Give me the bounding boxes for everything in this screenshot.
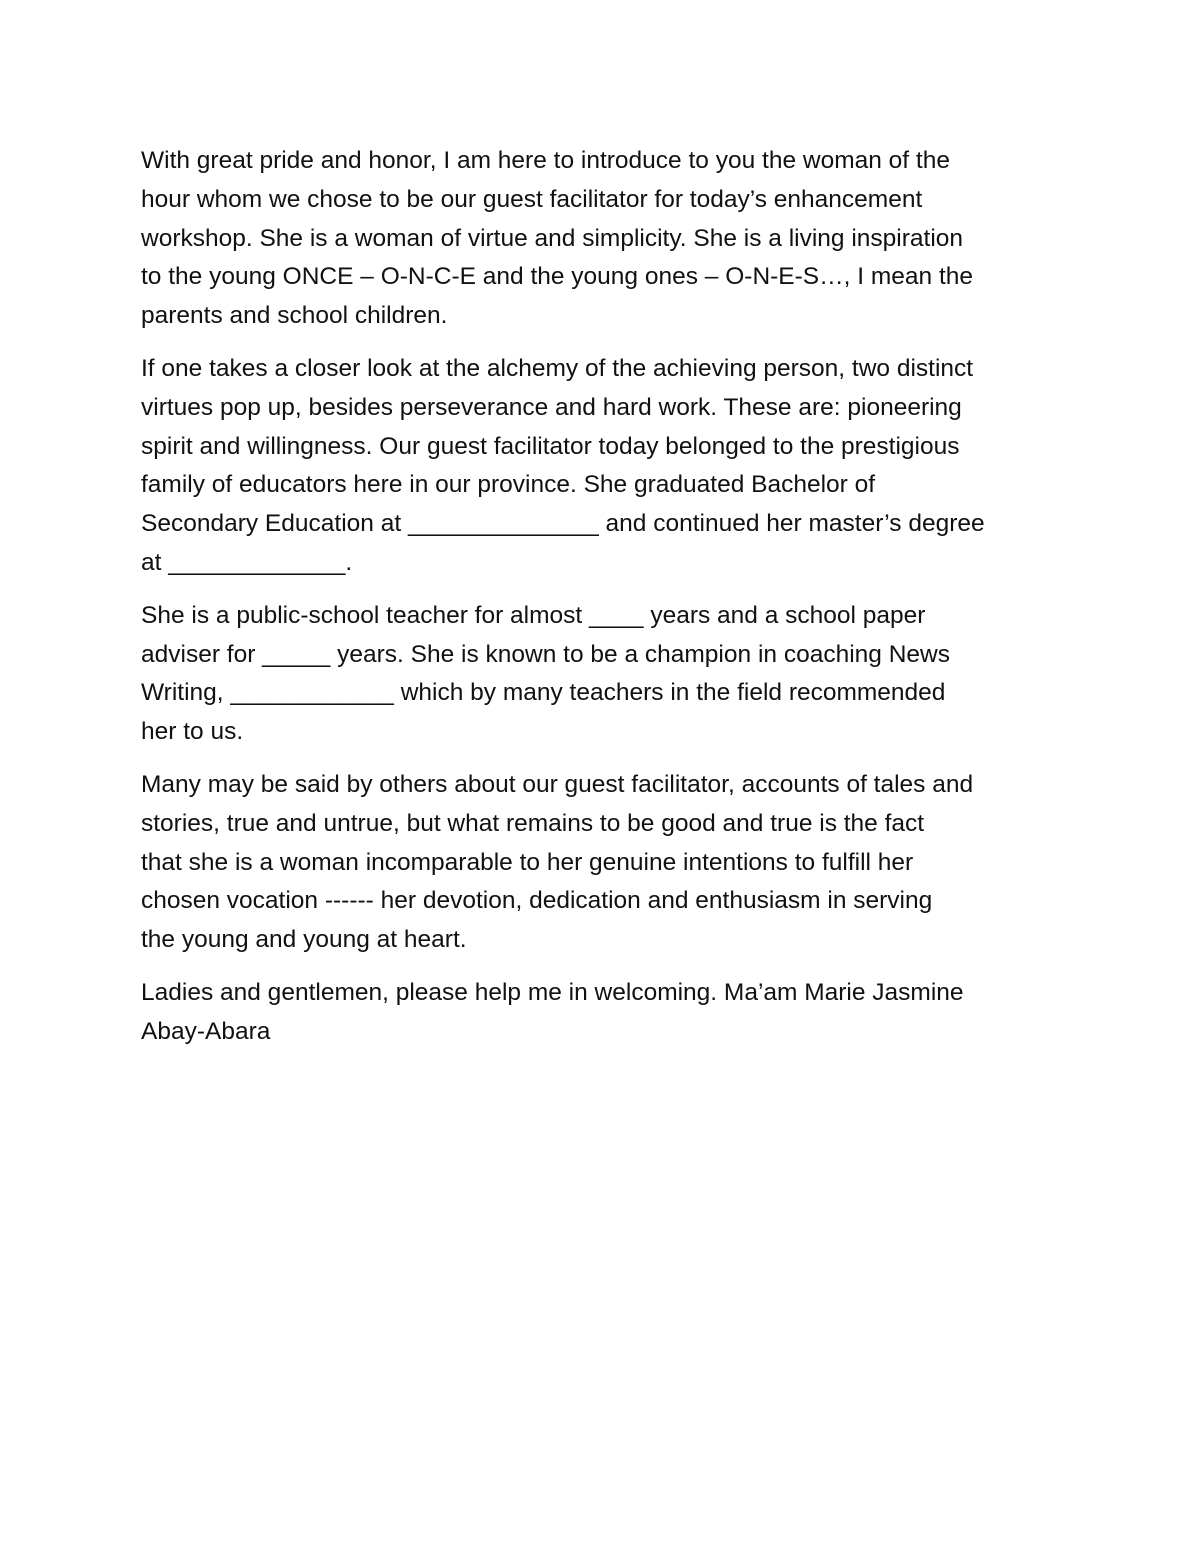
text-line: her to us. — [141, 718, 244, 746]
text-line: parents and school children. — [141, 302, 448, 330]
text-line: Writing, ____________ which by many teachers in the field recommended — [141, 679, 946, 707]
text-line: If one takes a closer look at the alchemy of the achieving person, two distinct — [141, 354, 974, 382]
paragraph-closing — [141, 974, 1066, 1052]
text-line: workshop. She is a woman of virtue and simplicity. She is a living inspiration — [141, 224, 964, 252]
paragraph-career — [141, 597, 1066, 752]
text-line: She is a public-school teacher for almost ____ years and a school paper — [141, 601, 926, 629]
text-line: to the young ONCE – O-N-C-E and the young ones – O-N-E-S…, I mean the — [141, 263, 974, 291]
paragraph-character — [141, 766, 1066, 960]
text-line: the young and young at heart. — [141, 926, 467, 954]
document-body — [141, 142, 1066, 1066]
text-line: Secondary Education at ______________ and continued her master’s degree — [141, 510, 985, 538]
text-line: hour whom we chose to be our guest facilitator for today’s enhancement — [141, 185, 923, 213]
text-line: stories, true and untrue, but what remains to be good and true is the fact — [141, 809, 925, 837]
text-line: virtues pop up, besides perseverance and hard work. These are: pioneering — [141, 393, 962, 421]
paragraph-introduction — [141, 142, 1066, 336]
text-line: With great pride and honor, I am here to introduce to you the woman of the — [141, 147, 950, 174]
text-line: at _____________. — [141, 548, 353, 576]
text-line: that she is a woman incomparable to her genuine intentions to fulfill her — [141, 848, 914, 876]
text-line: Abay-Abara — [141, 1017, 271, 1045]
text-line: chosen vocation ------ her devotion, dedication and enthusiasm in serving — [141, 887, 933, 915]
text-line: spirit and willingness. Our guest facilitator today belonged to the prestigious — [141, 432, 960, 460]
text-line: Ladies and gentlemen, please help me in welcoming. Ma’am Marie Jasmine — [141, 978, 964, 1006]
paragraph-background — [141, 350, 1066, 583]
text-line: Many may be said by others about our guest facilitator, accounts of tales and — [141, 770, 974, 798]
text-line: family of educators here in our province. She graduated Bachelor of — [141, 471, 876, 499]
text-line: adviser for _____ years. She is known to be a champion in coaching News — [141, 640, 950, 668]
